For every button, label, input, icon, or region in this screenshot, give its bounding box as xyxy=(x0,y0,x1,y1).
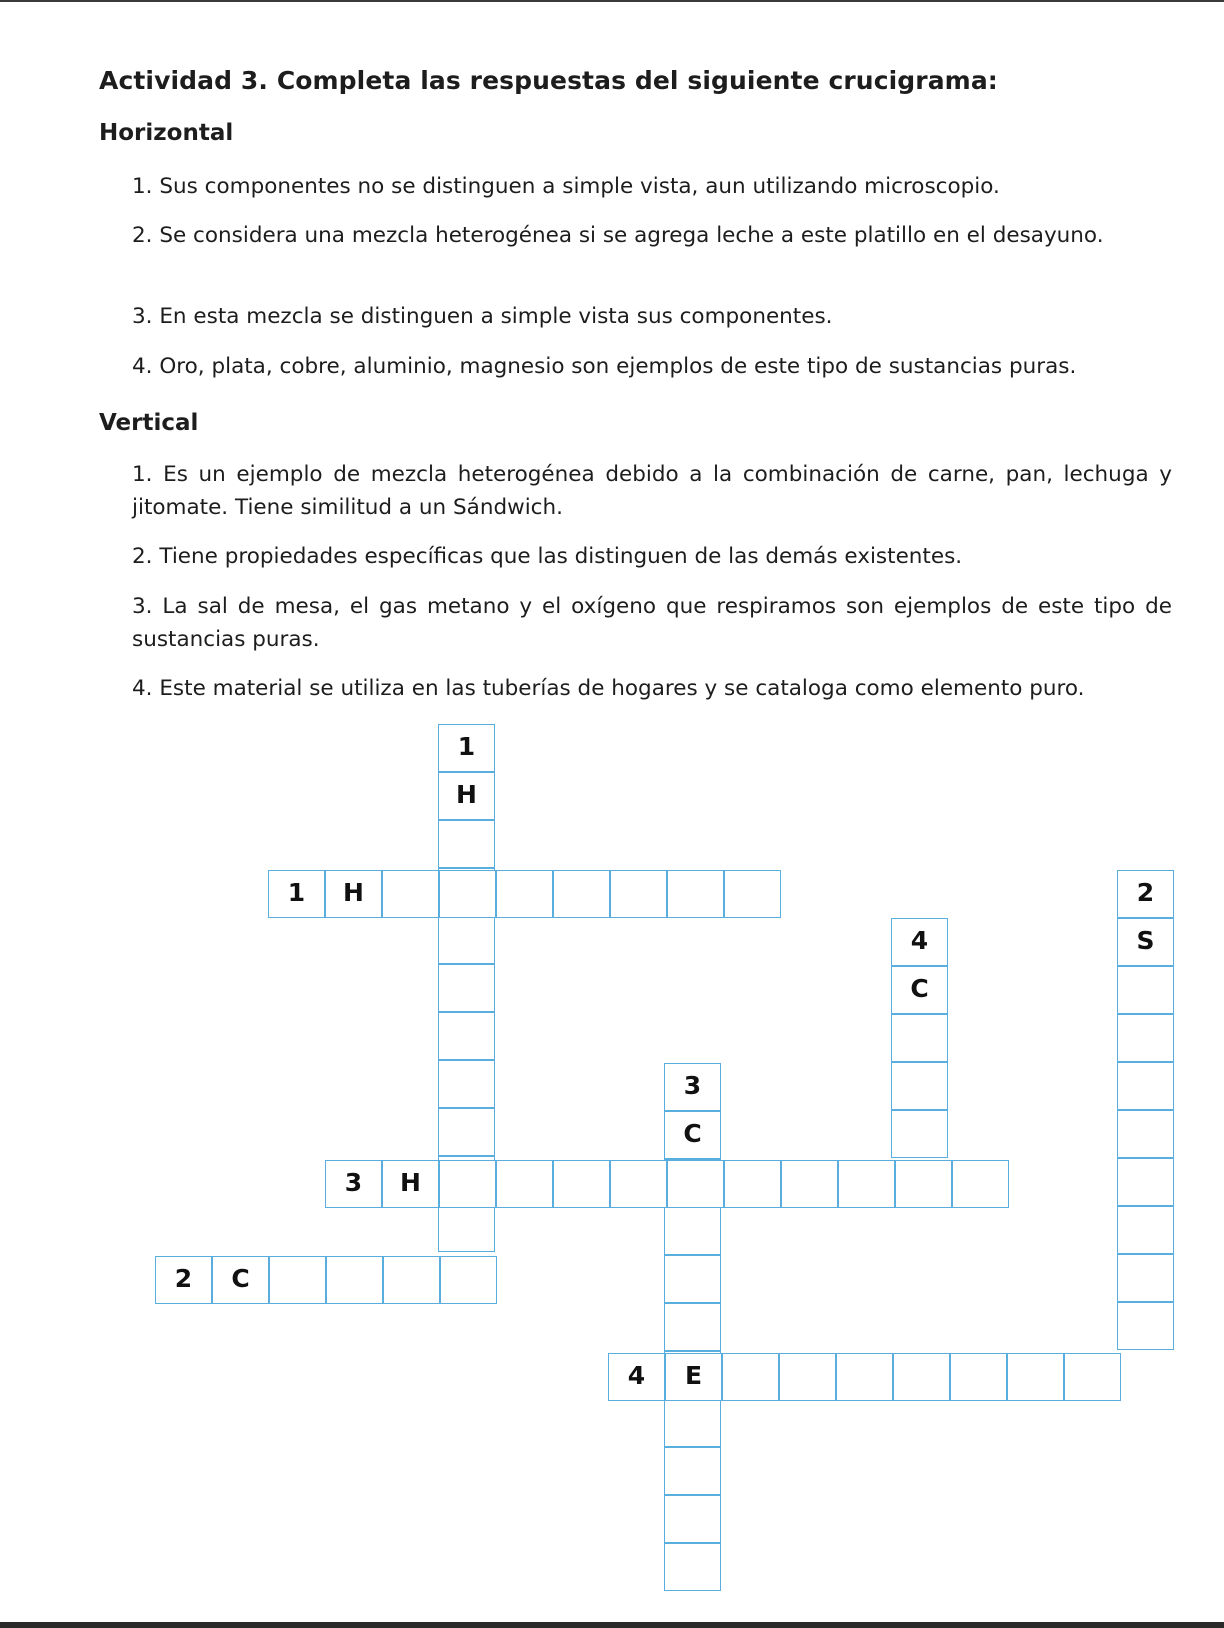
answer-cell[interactable] xyxy=(891,1110,948,1158)
answer-cell[interactable] xyxy=(1117,1110,1174,1158)
clue-number: 4 xyxy=(627,1361,646,1390)
clue-number-cell-v3 xyxy=(664,1063,721,1111)
answer-cell[interactable] xyxy=(664,1447,721,1495)
answer-cell[interactable] xyxy=(895,1160,952,1208)
answer-cell[interactable] xyxy=(1117,1206,1174,1254)
given-letter: C xyxy=(231,1264,250,1293)
answer-cell[interactable] xyxy=(952,1160,1009,1208)
clue-number-cell-v4 xyxy=(891,918,948,966)
clue-number-cell-v1 xyxy=(438,724,495,772)
answer-cell[interactable] xyxy=(667,1160,724,1208)
answer-cell[interactable] xyxy=(838,1160,895,1208)
vertical-clue-4: 4. Este material se utiliza en las tuberías de hogares y se cataloga como elemento puro. xyxy=(132,676,1085,701)
given-letter-cell-h3 xyxy=(382,1160,439,1208)
horizontal-clue-2: 2. Se considera una mezcla heterogénea si se agrega leche a este platillo en el desayuno. xyxy=(132,223,1104,248)
given-letter-cell-h1 xyxy=(325,870,382,918)
answer-cell[interactable] xyxy=(664,1303,721,1351)
vertical-heading: Vertical xyxy=(99,410,199,436)
answer-cell[interactable] xyxy=(496,870,553,918)
clue-number: 4 xyxy=(910,926,929,955)
horizontal-clue-1: 1. Sus componentes no se distinguen a simple vista, aun utilizando microscopio. xyxy=(132,174,1000,199)
answer-cell[interactable] xyxy=(496,1160,553,1208)
answer-cell[interactable] xyxy=(664,1399,721,1447)
horizontal-heading: Horizontal xyxy=(99,120,234,146)
answer-cell[interactable] xyxy=(326,1256,383,1304)
clue-number: 2 xyxy=(1136,878,1155,907)
answer-cell[interactable] xyxy=(438,1012,495,1060)
answer-cell[interactable] xyxy=(383,1256,440,1304)
given-letter-cell-v4 xyxy=(891,966,948,1014)
vertical-clue-2: 2. Tiene propiedades específicas que las distinguen de las demás existentes. xyxy=(132,544,963,569)
clue-number-cell-h2 xyxy=(155,1256,212,1304)
answer-cell[interactable] xyxy=(836,1353,893,1401)
horizontal-clue-3: 3. En esta mezcla se distinguen a simple vista sus componentes. xyxy=(132,304,833,329)
answer-cell[interactable] xyxy=(1117,1158,1174,1206)
answer-cell[interactable] xyxy=(382,870,439,918)
clue-number-cell-h4 xyxy=(608,1353,665,1401)
answer-cell[interactable] xyxy=(891,1062,948,1110)
answer-cell[interactable] xyxy=(439,1160,496,1208)
given-letter: S xyxy=(1136,926,1155,955)
given-letter: H xyxy=(400,1168,421,1197)
vertical-clue-3: 3. La sal de mesa, el gas metano y el oxígeno que respiramos son ejemplos de este tipo de sustancias puras. xyxy=(132,594,1172,652)
answer-cell[interactable] xyxy=(440,1256,497,1304)
given-letter: H xyxy=(343,878,364,907)
clue-number: 1 xyxy=(287,878,306,907)
clue-number-cell-h1 xyxy=(268,870,325,918)
answer-cell[interactable] xyxy=(724,1160,781,1208)
clue-number-cell-h3 xyxy=(325,1160,382,1208)
horizontal-clue-4: 4. Oro, plata, cobre, aluminio, magnesio son ejemplos de este tipo de sustancias puras. xyxy=(132,354,1077,379)
clue-number-cell-v2 xyxy=(1117,870,1174,918)
answer-cell[interactable] xyxy=(664,1255,721,1303)
answer-cell[interactable] xyxy=(438,820,495,868)
answer-cell[interactable] xyxy=(722,1353,779,1401)
answer-cell[interactable] xyxy=(439,870,496,918)
answer-cell[interactable] xyxy=(779,1353,836,1401)
given-letter: C xyxy=(683,1119,702,1148)
answer-cell[interactable] xyxy=(1117,1254,1174,1302)
answer-cell[interactable] xyxy=(438,1204,495,1252)
given-letter: H xyxy=(456,780,477,809)
clue-number: 3 xyxy=(683,1071,702,1100)
vertical-clue-1: 1. Es un ejemplo de mezcla heterogénea debido a la combinación de carne, pan, lechuga y jitomate. Tiene similitud a un Sándwich. xyxy=(132,462,1172,520)
clue-number: 1 xyxy=(457,732,476,761)
given-letter: E xyxy=(684,1361,703,1390)
clue-number: 3 xyxy=(344,1168,363,1197)
answer-cell[interactable] xyxy=(553,870,610,918)
answer-cell[interactable] xyxy=(893,1353,950,1401)
given-letter: C xyxy=(910,974,929,1003)
answer-cell[interactable] xyxy=(610,1160,667,1208)
answer-cell[interactable] xyxy=(664,1207,721,1255)
answer-cell[interactable] xyxy=(1117,1014,1174,1062)
answer-cell[interactable] xyxy=(950,1353,1007,1401)
activity-title: Actividad 3. Completa las respuestas del siguiente crucigrama: xyxy=(99,66,998,95)
given-letter-cell-v3 xyxy=(664,1111,721,1159)
scan-edge-bottom xyxy=(0,1622,1224,1628)
answer-cell[interactable] xyxy=(269,1256,326,1304)
answer-cell[interactable] xyxy=(1007,1353,1064,1401)
answer-cell[interactable] xyxy=(553,1160,610,1208)
answer-cell[interactable] xyxy=(891,1014,948,1062)
answer-cell[interactable] xyxy=(1117,1062,1174,1110)
answer-cell[interactable] xyxy=(724,870,781,918)
answer-cell[interactable] xyxy=(438,1108,495,1156)
answer-cell[interactable] xyxy=(1064,1353,1121,1401)
given-letter-cell-v2 xyxy=(1117,918,1174,966)
answer-cell[interactable] xyxy=(1117,1302,1174,1350)
given-letter-cell-v1 xyxy=(438,772,495,820)
answer-cell[interactable] xyxy=(1117,966,1174,1014)
answer-cell[interactable] xyxy=(438,1060,495,1108)
answer-cell[interactable] xyxy=(610,870,667,918)
given-letter-cell-h4 xyxy=(665,1353,722,1401)
answer-cell[interactable] xyxy=(781,1160,838,1208)
answer-cell[interactable] xyxy=(438,964,495,1012)
given-letter-cell-h2 xyxy=(212,1256,269,1304)
answer-cell[interactable] xyxy=(664,1495,721,1543)
answer-cell[interactable] xyxy=(438,916,495,964)
answer-cell[interactable] xyxy=(664,1543,721,1591)
answer-cell[interactable] xyxy=(667,870,724,918)
clue-number: 2 xyxy=(174,1264,193,1293)
